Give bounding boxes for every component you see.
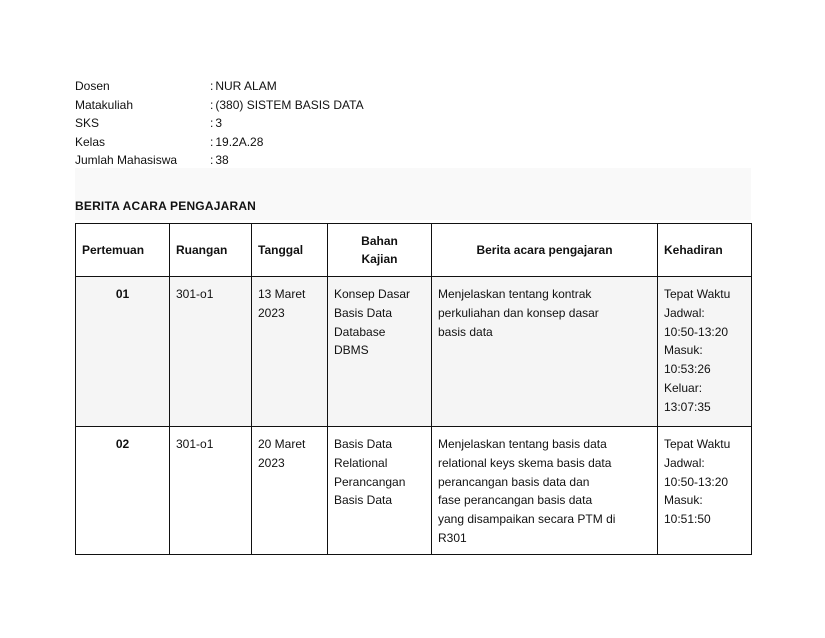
info-separator: : <box>210 153 214 168</box>
cell-tanggal <box>252 427 328 555</box>
header-bahan-line: Bahan <box>361 234 398 248</box>
cell-line: fase perancangan basis data <box>438 493 593 508</box>
course-info <box>75 77 364 170</box>
info-value: 3 <box>215 116 223 131</box>
info-separator: : <box>210 97 214 112</box>
info-row-kelas <box>75 133 364 152</box>
cell-kehadiran <box>658 427 752 555</box>
info-label: Kelas <box>75 134 106 149</box>
teaching-record-table <box>75 223 752 555</box>
cell-line: Konsep Dasar <box>334 287 411 301</box>
cell-pertemuan: 02 <box>76 427 170 555</box>
cell-line: yang disampaikan secara PTM di <box>438 512 616 527</box>
section-title: BERITA ACARA PENGAJARAN <box>75 199 257 213</box>
header-berita-acara: Berita acara pengajaran <box>432 224 658 277</box>
cell-line: Relational <box>334 455 388 470</box>
cell-ruangan: 301-o1 <box>170 427 252 555</box>
cell-line: Masuk: <box>664 343 703 358</box>
header-kehadiran: Kehadiran <box>658 224 752 277</box>
cell-line: Basis Data <box>334 305 393 320</box>
info-row-matakuliah <box>75 96 364 115</box>
cell-line: 10:53:26 <box>664 362 711 377</box>
cell-line: basis data <box>438 324 493 339</box>
cell-berita-acara <box>432 277 658 427</box>
info-value: NUR ALAM <box>215 79 277 94</box>
header-kajian-line: Kajian <box>361 252 398 266</box>
info-label: Jumlah Mahasiswa <box>75 153 178 168</box>
cell-line: 13 Maret <box>258 287 306 301</box>
cell-line: 2023 <box>258 455 285 470</box>
cell-line: Database <box>334 324 386 339</box>
cell-line: Menjelaskan tentang kontrak <box>438 287 592 301</box>
cell-line: perkuliahan dan konsep dasar <box>438 305 599 320</box>
table-header-row <box>76 224 752 277</box>
header-ruangan: Ruangan <box>170 224 252 277</box>
cell-line: Tepat Waktu <box>664 437 731 451</box>
table-row <box>76 427 752 555</box>
cell-line: Perancangan <box>334 474 406 489</box>
cell-line: 13:07:35 <box>664 399 711 414</box>
cell-tanggal <box>252 277 328 427</box>
info-value: (380) SISTEM BASIS DATA <box>215 97 364 112</box>
cell-berita-acara <box>432 427 658 555</box>
cell-line: DBMS <box>334 343 369 358</box>
cell-line: Basis Data <box>334 437 393 451</box>
table-row <box>76 277 752 427</box>
cell-line: Keluar: <box>664 380 703 395</box>
cell-kehadiran <box>658 277 752 427</box>
info-row-jumlah-mahasiswa <box>75 151 364 170</box>
info-label: Dosen <box>75 79 110 94</box>
info-row-sks <box>75 114 364 133</box>
cell-line: Menjelaskan tentang basis data <box>438 437 607 451</box>
cell-line: Basis Data <box>334 493 393 508</box>
info-value: 38 <box>215 153 229 168</box>
cell-ruangan: 301-o1 <box>170 277 252 427</box>
cell-line: perancangan basis data dan <box>438 474 590 489</box>
cell-line: 20 Maret <box>258 437 306 451</box>
header-pertemuan: Pertemuan <box>76 224 170 277</box>
cell-bahan-kajian <box>328 277 432 427</box>
cell-line: 10:50-13:20 <box>664 324 729 339</box>
cell-line: Masuk: <box>664 493 703 508</box>
info-label: Matakuliah <box>75 97 134 112</box>
cell-line: Jadwal: <box>664 305 705 320</box>
cell-line: Tepat Waktu <box>664 287 731 301</box>
cell-line: 10:50-13:20 <box>664 474 729 489</box>
info-separator: : <box>210 116 214 131</box>
cell-line: 10:51:50 <box>664 512 711 527</box>
cell-line: R301 <box>438 530 467 545</box>
info-row-dosen <box>75 77 364 96</box>
cell-line: 2023 <box>258 305 285 320</box>
header-bahan-kajian <box>328 224 432 277</box>
info-separator: : <box>210 79 214 94</box>
cell-pertemuan: 01 <box>76 277 170 427</box>
info-label: SKS <box>75 116 100 131</box>
header-tanggal: Tanggal <box>252 224 328 277</box>
info-value: 19.2A.28 <box>215 134 264 149</box>
cell-line: relational keys skema basis data <box>438 455 612 470</box>
cell-bahan-kajian <box>328 427 432 555</box>
info-separator: : <box>210 134 214 149</box>
cell-line: Jadwal: <box>664 455 705 470</box>
